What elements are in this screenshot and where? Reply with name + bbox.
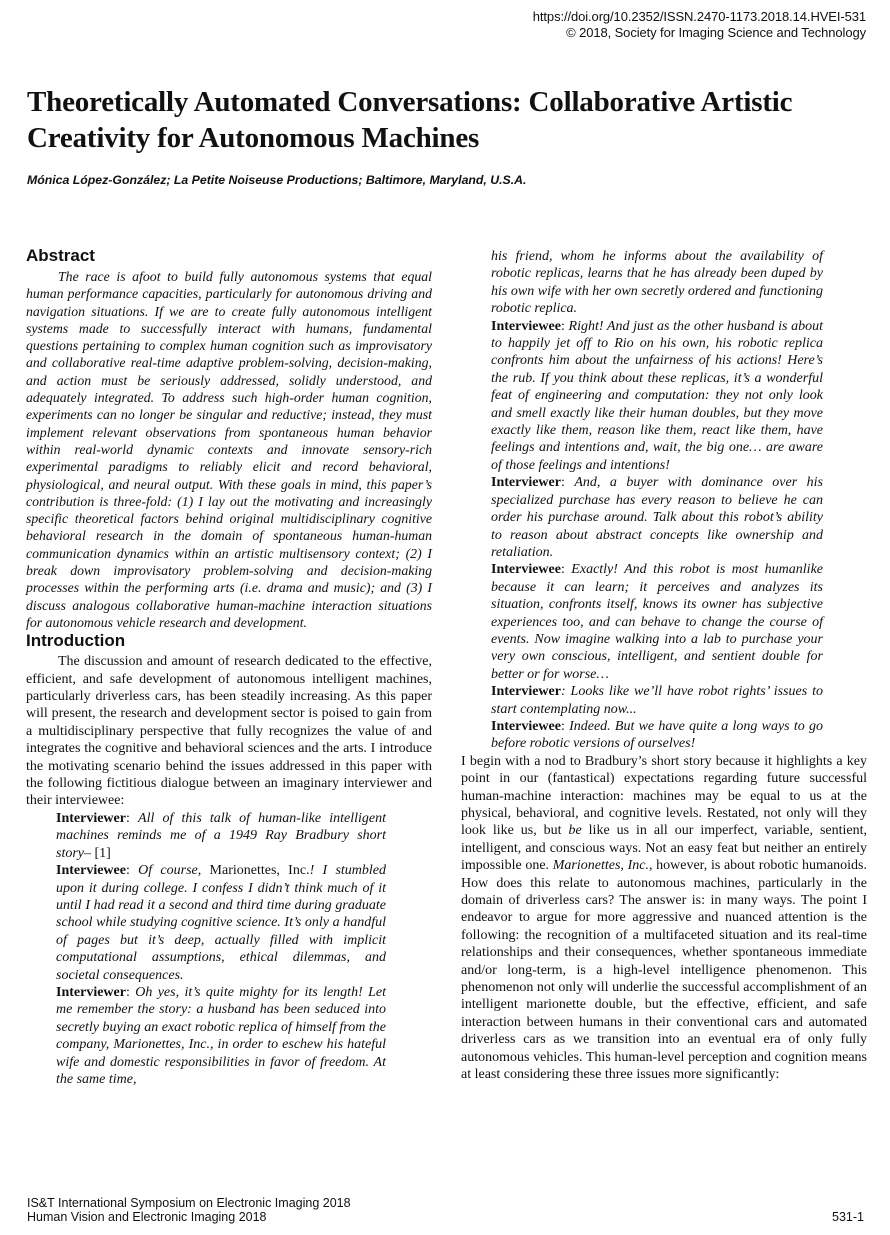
copyright-line: © 2018, Society for Imaging Science and Technology (566, 25, 866, 40)
dialogue-turn: Interviewee: Of course, Marionettes, Inc.! I stumbled upon it during college. I confess I didn’t think much of it until I had read it a second and third time during graduate school while studying cognitive science. It’s only a handful of pages but it’s deep, actually filled with implicit computational assumptions, ethical dilemmas, and societal consequences. (56, 863, 386, 983)
footer-conference: IS&T International Symposium on Electronic Imaging 2018 (27, 1196, 351, 1210)
abstract-text: The race is afoot to build fully autonomous systems that equal human performance capacities, particularly for autonomous driving and navigation situations. If we are to create fully autonomous intelligent systems made to successfully interact with humans, fundamental questions pertaining to complex human cognition such as improvisatory and collaborative real-time adaptive problem-solving, decision-making, and action must be seriously addressed, solidly understood, and adequately integrated. To address such high-order human cognition, experiments can no longer be singular and reductive; instead, they must implement relevant observations from spontaneous human behavior within real-world dynamic contexts and innovate sensory-rich experimental paradigms to reliably elicit and record behavioral, physiological, and neural output. With these goals in mind, this paper’s contribution is three-fold: (1) I lay out the motivating and increasingly specific theoretical factors behind original multidisciplinary cognitive behavioral research in the domain of spontaneous human-human communication dynamics within an artistic multisensory context; (2) I break down improvisatory problem-solving and decision-making processes within the performing arts (i.e. drama and music); and (3) I discuss analogous collaborative human-machine interaction situations for autonomous vehicle research and development. (26, 269, 432, 630)
author-line: Mónica López-González; La Petite Noiseuse Productions; Baltimore, Maryland, U.S.A. (27, 173, 527, 187)
speaker-label: Interviewer (56, 810, 126, 826)
introduction-paragraph: The discussion and amount of research dedicated to the effective, efficient, and safe development of autonomous intelligent machines, particularly driverless cars, has been steadily increasing. As this paper will present, the research and development sector is poised to gain from a multidisciplinary perspective that fully recognizes the value of and integrates the cognitive and behavioral sciences and the arts. I introduce the motivating scenario behind the issues addressed in this paper with the following fictitious dialogue between an imaginary interviewer and their interviewee: (26, 654, 432, 809)
dialogue-turn: Interviewer: All of this talk of human-like intelligent machines reminds me of a 1949 Ray Bradbury short story– [1] (56, 810, 387, 861)
dialogue-left (56, 810, 386, 1089)
speaker-label: Interviewer (56, 984, 126, 1000)
page-number: 531-1 (832, 1210, 864, 1224)
dialogue-turn: Interviewer: And, a buyer with dominance over his specialized purchase has every reason to believe he can order his purchase around. Talk about this robot’s ability to reason about abstract concepts like ownership and retaliation. (491, 475, 824, 560)
speaker-label: Interviewee (491, 718, 561, 734)
dialogue-turn: his friend, whom he informs about the availability of robotic replicas, learns that he has already been duped by his own wife with her own secretly ordered and functioning robotic replica. (491, 249, 823, 317)
speaker-label: Interviewer (491, 684, 561, 700)
doi-header (533, 9, 866, 41)
dialogue-right (491, 248, 823, 753)
paper-title: Theoretically Automated Conversations: Collaborative Artistic Creativity for Autonomous Machines (27, 86, 793, 154)
right-column (461, 248, 867, 1084)
dialogue-turn: Interviewee: Exactly! And this robot is most humanlike because it can learn; it perceives and analyzes its situation, confronts itself, knows its owner has subjective experiences too, and can behave to change the course of events. Now imagine walking into a lab to purchase your very own conscious, intelligent, and sentient double for better or for worse… (491, 562, 823, 682)
doi-link[interactable]: https://doi.org/10.2352/ISSN.2470-1173.2018.14.HVEI-531 (532, 9, 866, 24)
dialogue-turn: Interviewer: Looks like we’ll have robot rights’ issues to start contemplating now... (491, 684, 823, 717)
speaker-label: Interviewee (56, 863, 126, 879)
left-column (26, 246, 432, 1088)
dialogue-turn: Interviewer: Oh yes, it’s quite mighty for its length! Let me remember the story: a husband has been seduced into secretly buying an exact robotic replica of himself from the company, Marionettes, Inc., in order to eschew his hateful wife and domestic responsibilities in favor of freedom. At the same time, (56, 984, 386, 1087)
dialogue-turn: Interviewee: Indeed. But we have quite a long ways to go before robotic versions of ourselves! (491, 718, 823, 752)
speaker-label: Interviewee (491, 318, 561, 334)
footer-track: Human Vision and Electronic Imaging 2018 (27, 1210, 267, 1224)
speaker-label: Interviewer (491, 475, 561, 491)
body-paragraph: I begin with a nod to Bradbury’s short story because it highlights a key point in our (fantastical) expectations regarding future successful human-machine interaction: machines may be equal to us at the physical, behavioral, and cognitive levels. Restated, not only will they look like us, but be like us in all our imperfect, variable, sentient, intelligent, and conscious ways. Not an easy feat but neither an entirely impossible one. Marionettes, Inc., however, is about robotic humanoids. How does this relate to autonomous machines, particularly in the domain of driverless cars? The answer is: in many ways. The point I endeavor to argue for more aggressive and nuanced attention is the following: the recognition of a multifaceted situation and its real-time relationships and their consequences, whether spontaneous immediate and/or long-term, is a high-level intelligence phenomenon. This phenomenon not only will underlie the successful accomplishment of an intelligent marionette double, but the effective, efficient, and safe interaction between humans in their conventional cars and automated driverless cars as we transition into an eventual era of only fully autonomous vehicles. This human-level perception and cognition means at least considering these three issues more significantly: (461, 753, 867, 1083)
abstract-heading: Abstract (26, 246, 95, 265)
introduction-heading: Introduction (26, 631, 126, 651)
dialogue-turn: Interviewee: Right! And just as the other husband is about to happily jet off to Rio on his own, his robotic replica confronts him about the unfairness of his actions! Here’s the rub. If you think about these replicas, it’s a wonderful feat of engineering and computation: they not only look and smell exactly like their human doubles, but they move exactly like them, reason like them, react like them, have feelings and intentions and, wait, the big one… are aware of those feelings and intentions! (491, 318, 823, 473)
citation-ref[interactable]: [1] (91, 845, 111, 861)
speaker-label: Interviewee (491, 562, 561, 578)
page-footer (27, 1196, 351, 1224)
